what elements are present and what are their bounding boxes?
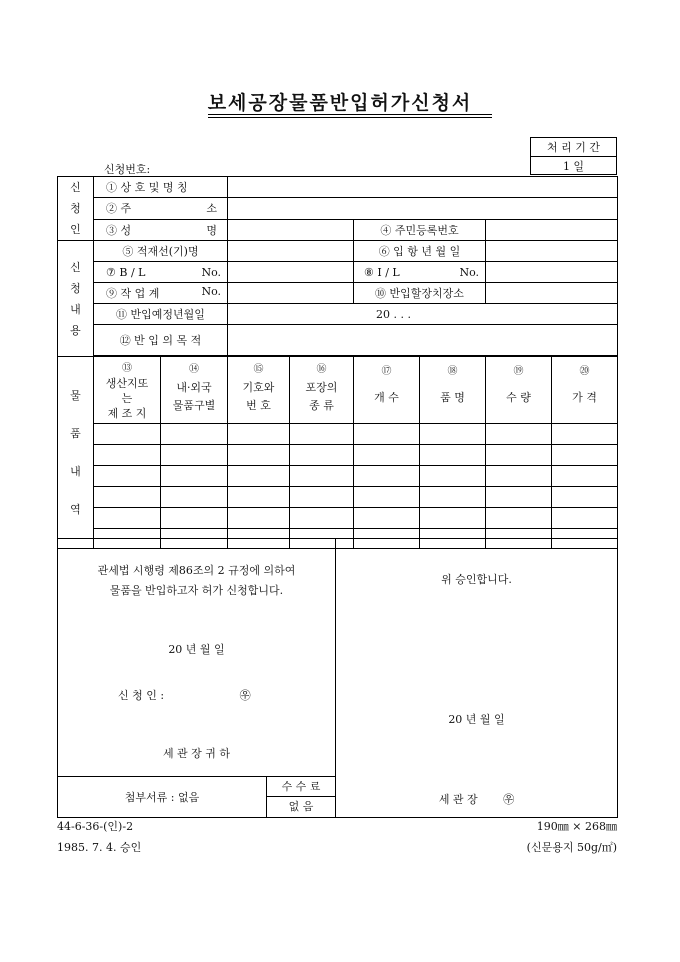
details-section-label: 신 청 내 용 xyxy=(58,241,94,357)
planned-date-label: ⑪ 반입예정년월일 xyxy=(94,304,228,325)
approval-cell xyxy=(336,539,618,818)
customs-chief-label: 세 관 장 xyxy=(438,793,478,806)
bl-label: ⑦ B / L No. xyxy=(94,262,228,283)
goods-row[interactable] xyxy=(58,466,618,487)
work-plan-label: ⑨ 작 업 계 No. xyxy=(94,283,228,304)
col-count-header: ⑰ 개 수 xyxy=(354,357,420,424)
storage-place-label: ⑩ 반입할장치장소 xyxy=(354,283,486,304)
col-quantity-header: ⑲ 수 량 xyxy=(486,357,552,424)
vessel-name-field[interactable] xyxy=(228,241,354,262)
seal-mark: ㉾ xyxy=(239,689,251,702)
person-name-label: ③ 성 명 xyxy=(94,219,228,240)
goods-row[interactable] xyxy=(58,508,618,529)
resident-number-field[interactable] xyxy=(486,219,618,240)
approval-date: 20 년 월 일 xyxy=(448,713,505,726)
work-plan-field[interactable] xyxy=(228,283,354,304)
col-origin-header: ⑬ 생산지또 는 제 조 지 xyxy=(94,357,161,424)
entry-date-label: ⑥ 입 항 년 월 일 xyxy=(354,241,486,262)
customs-chief-seal: ㉾ xyxy=(503,793,515,806)
title-underline-double xyxy=(208,117,492,118)
form-code: 44-6-36-(인)-2 xyxy=(57,820,134,833)
address-label: ② 주 소 xyxy=(94,198,228,219)
goods-row[interactable] xyxy=(58,445,618,466)
applicant-signature-label: 신 청 인 : xyxy=(118,689,165,702)
goods-section-label: 물 품 내 역 xyxy=(58,357,94,549)
application-number-label: 신청번호: xyxy=(104,163,151,176)
form-approval-date: 1985. 7. 4. 승인 xyxy=(57,841,142,854)
attachments-label: 첨부서류 : 없음 xyxy=(58,777,267,818)
company-name-label: ① 상 호 및 명 칭 xyxy=(94,177,228,198)
fee-cell xyxy=(267,777,336,818)
fee-label: 수 수 료 xyxy=(267,777,335,797)
bl-field[interactable] xyxy=(228,262,354,283)
col-price-header: ⑳ 가 격 xyxy=(552,357,618,424)
declaration-date: 20 년 월 일 xyxy=(168,643,225,656)
addressee: 세 관 장 귀 하 xyxy=(162,747,231,760)
col-domestic-foreign-header: ⑭ 내·외국 물품구별 xyxy=(161,357,228,424)
vessel-name-label: ⑤ 적재선(기)명 xyxy=(94,241,228,262)
title-underline xyxy=(208,114,492,115)
goods-row[interactable] xyxy=(58,487,618,508)
planned-date-field[interactable]: 20 . . . xyxy=(228,304,618,325)
declaration-line-2: 물품을 반입하고자 허가 신청합니다. xyxy=(109,584,284,597)
purpose-label: ⑫ 반 입 의 목 적 xyxy=(94,325,228,356)
il-label: ⑧ I / L No. xyxy=(354,262,486,283)
col-package-type-header: ⑯ 포장의 종 류 xyxy=(290,357,354,424)
declaration-line-1: 관세법 시행령 제86조의 2 규정에 의하여 xyxy=(97,564,296,577)
declaration-table xyxy=(57,538,618,818)
address-field[interactable] xyxy=(228,198,618,219)
form-title: 보세공장물품반입허가신청서 xyxy=(207,92,473,114)
il-field[interactable] xyxy=(486,262,618,283)
col-mark-number-header: ⑮ 기호와 번 호 xyxy=(228,357,290,424)
processing-period-label: 처 리 기 간 xyxy=(531,138,617,157)
paper-type: (신문용지 50g/㎡) xyxy=(526,841,617,854)
goods-row[interactable] xyxy=(58,424,618,445)
entry-date-field[interactable] xyxy=(486,241,618,262)
fee-value: 없 음 xyxy=(288,800,314,813)
approval-text: 위 승인합니다. xyxy=(441,573,512,586)
storage-place-field[interactable] xyxy=(486,283,618,304)
processing-period-value: 1 일 xyxy=(531,157,617,175)
processing-period-box xyxy=(530,137,617,175)
paper-size: 190㎜ × 268㎜ xyxy=(536,820,617,833)
col-item-name-header: ⑱ 품 명 xyxy=(420,357,486,424)
applicant-section-label: 신 청 인 xyxy=(58,177,94,241)
resident-number-label: ④ 주민등록번호 xyxy=(354,219,486,240)
purpose-field[interactable] xyxy=(228,325,618,356)
declaration-cell xyxy=(58,539,336,777)
person-name-field[interactable] xyxy=(228,219,354,240)
company-name-field[interactable] xyxy=(228,177,618,198)
application-form-table xyxy=(57,176,618,549)
